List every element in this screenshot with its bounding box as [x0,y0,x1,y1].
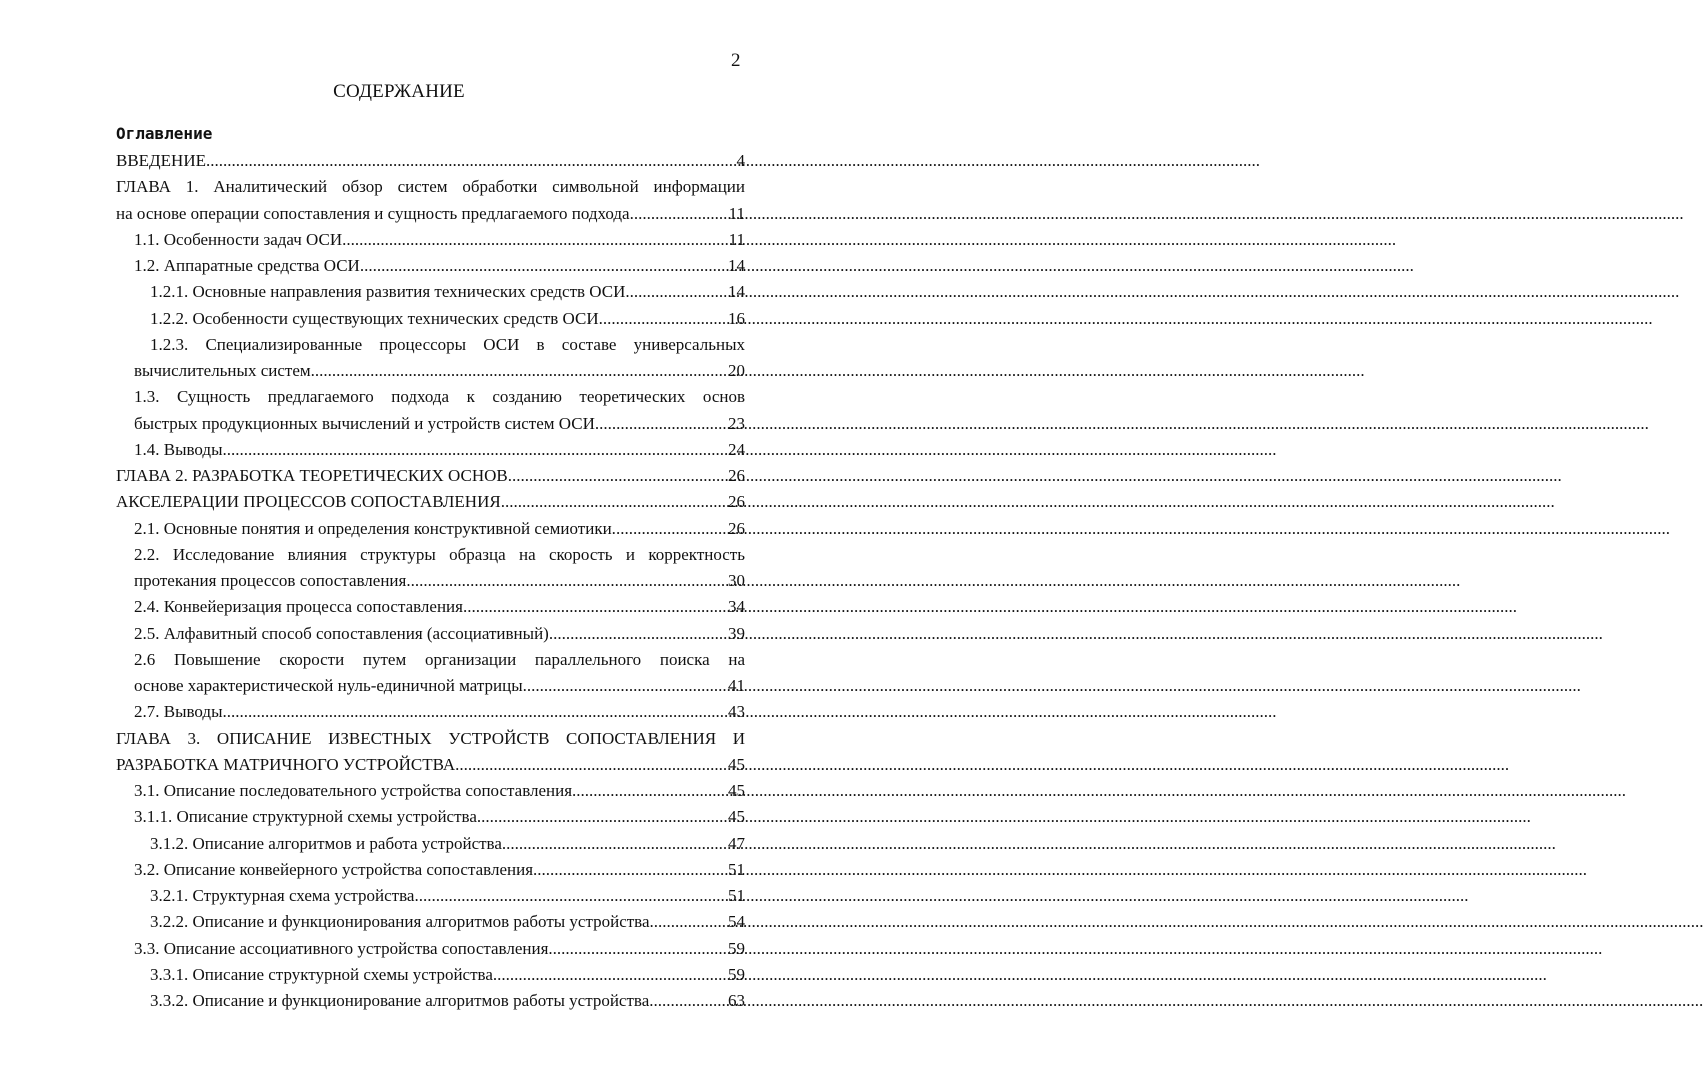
toc-page-number: 59 [728,938,745,958]
toc-entry[interactable]: 3.3.1. Описание структурной схемы устройства ..... 59 [116,962,745,988]
toc-entry[interactable]: 1.2.1. Основные направления развития технических средств ОСИ ..... 14 [116,279,745,305]
toc-entry[interactable]: 3.1.1. Описание структурной схемы устройства ..... 45 [116,804,745,830]
toc-page-number: 14 [728,256,745,275]
toc-entry[interactable]: ГЛАВА 3. ОПИСАНИЕ ИЗВЕСТНЫХ УСТРОЙСТВ СОПОСТАВЛЕНИЯ И [116,728,745,748]
toc-page-number: 23 [728,413,745,433]
toc-entry[interactable]: основе характеристической нуль-единичной матрицы. ..... 41 [116,673,745,699]
toc-entry[interactable]: ГЛАВА 1. Аналитический обзор систем обработки символьной информации [116,177,745,197]
toc-entry[interactable]: 1.2.2. Особенности существующих технических средств ОСИ ..... 16 [116,306,745,332]
toc-page-number: 14 [728,282,745,302]
toc-page-number: 30 [728,571,745,590]
page-title: СОДЕРЖАНИЕ [333,81,465,102]
toc-page-number: 41 [728,676,745,695]
toc-page-number: 51 [728,886,745,905]
toc-entry[interactable]: 3.2.1. Структурная схема устройства ..... 51 [116,883,745,909]
toc-entry[interactable]: 2.4. Конвейеризация процесса сопоставления ..... 34 [116,594,745,620]
toc-entry[interactable]: РАЗРАБОТКА МАТРИЧНОГО УСТРОЙСТВА ..... 45 [116,752,745,778]
toc-entry[interactable]: протекания процессов сопоставления ..... 30 [116,568,745,594]
toc-page-number: 11 [728,229,745,249]
toc-page-number: 11 [728,203,745,223]
toc-entry[interactable]: 3.2.2. Описание и функционирования алгоритмов работы устройства ..... 54 [116,909,745,935]
toc-page-number: 54 [728,912,745,932]
toc-page-number: 45 [728,754,745,774]
toc-entry[interactable]: 3.1. Описание последовательного устройства сопоставления ..... 45 [116,778,745,804]
toc-entry[interactable]: ГЛАВА 2. РАЗРАБОТКА ТЕОРЕТИЧЕСКИХ ОСНОВ ..... 26 [116,463,745,489]
toc-page-number: 26 [728,492,745,512]
toc-page-number: 45 [728,781,745,800]
toc-page-number: 39 [728,623,745,643]
toc-entry[interactable]: 3.1.2. Описание алгоритмов и работа устройства ..... 47 [116,831,745,857]
table-of-contents [116,148,745,1014]
toc-entry[interactable]: 1.4. Выводы ..... 24 [116,437,745,463]
toc-entry[interactable]: 2.2. Исследование влияния структуры образца на скорость и корректность [134,544,745,564]
toc-entry[interactable]: 1.2.3. Специализированные процессоры ОСИ в составе универсальных [150,334,745,354]
toc-entry[interactable]: 2.7. Выводы ..... 43 [116,699,745,725]
toc-page-number: 59 [728,964,745,984]
page-number: 2 [731,50,741,71]
toc-entry[interactable]: вычислительных систем ..... 20 [116,358,745,384]
toc-entry[interactable]: на основе операции сопоставления и сущность предлагаемого подхода ..... 11 [116,201,745,227]
toc-entry[interactable]: 1.2. Аппаратные средства ОСИ ..... 14 [116,253,745,279]
toc-entry[interactable]: 3.2. Описание конвейерного устройства сопоставления ..... 51 [116,857,745,883]
toc-page-number: 45 [728,807,745,827]
toc-page-number: 51 [728,859,745,879]
toc-entry[interactable]: 1.1. Особенности задач ОСИ ..... 11 [116,227,745,253]
toc-entry[interactable]: 3.3.2. Описание и функционирование алгоритмов работы устройства ..... 63 [116,988,745,1014]
toc-entry[interactable]: 2.5. Алфавитный способ сопоставления (ассоциативный) ..... 39 [116,621,745,647]
toc-page-number: 4 [736,151,745,170]
toc-page-number: 26 [728,466,745,485]
toc-entry[interactable]: ВВЕДЕНИЕ ..... 4 [116,148,745,174]
toc-subtitle: Оглавление [116,124,213,143]
toc-page-number: 20 [728,361,745,380]
toc-page-number: 16 [728,308,745,328]
toc-entry[interactable]: 3.3. Описание ассоциативного устройства сопоставления ..... 59 [116,936,745,962]
toc-entry[interactable]: 1.3. Сущность предлагаемого подхода к созданию теоретических основ [134,387,745,407]
toc-entry[interactable]: 2.1. Основные понятия и определения конструктивной семиотики. ..... 26 [116,516,745,542]
toc-page-number: 63 [728,991,745,1010]
toc-page-number: 43 [728,702,745,722]
toc-page-number: 26 [728,518,745,538]
toc-page-number: 34 [728,597,745,617]
toc-page-number: 47 [728,833,745,853]
document-page [0,0,798,1079]
toc-entry[interactable]: АКСЕЛЕРАЦИИ ПРОЦЕССОВ СОПОСТАВЛЕНИЯ ..... 26 [116,489,745,515]
toc-entry[interactable]: быстрых продукционных вычислений и устройств систем ОСИ ..... 23 [116,411,745,437]
toc-entry[interactable]: 2.6 Повышение скорости путем организации параллельного поиска на [134,649,745,669]
toc-page-number: 24 [728,439,745,459]
